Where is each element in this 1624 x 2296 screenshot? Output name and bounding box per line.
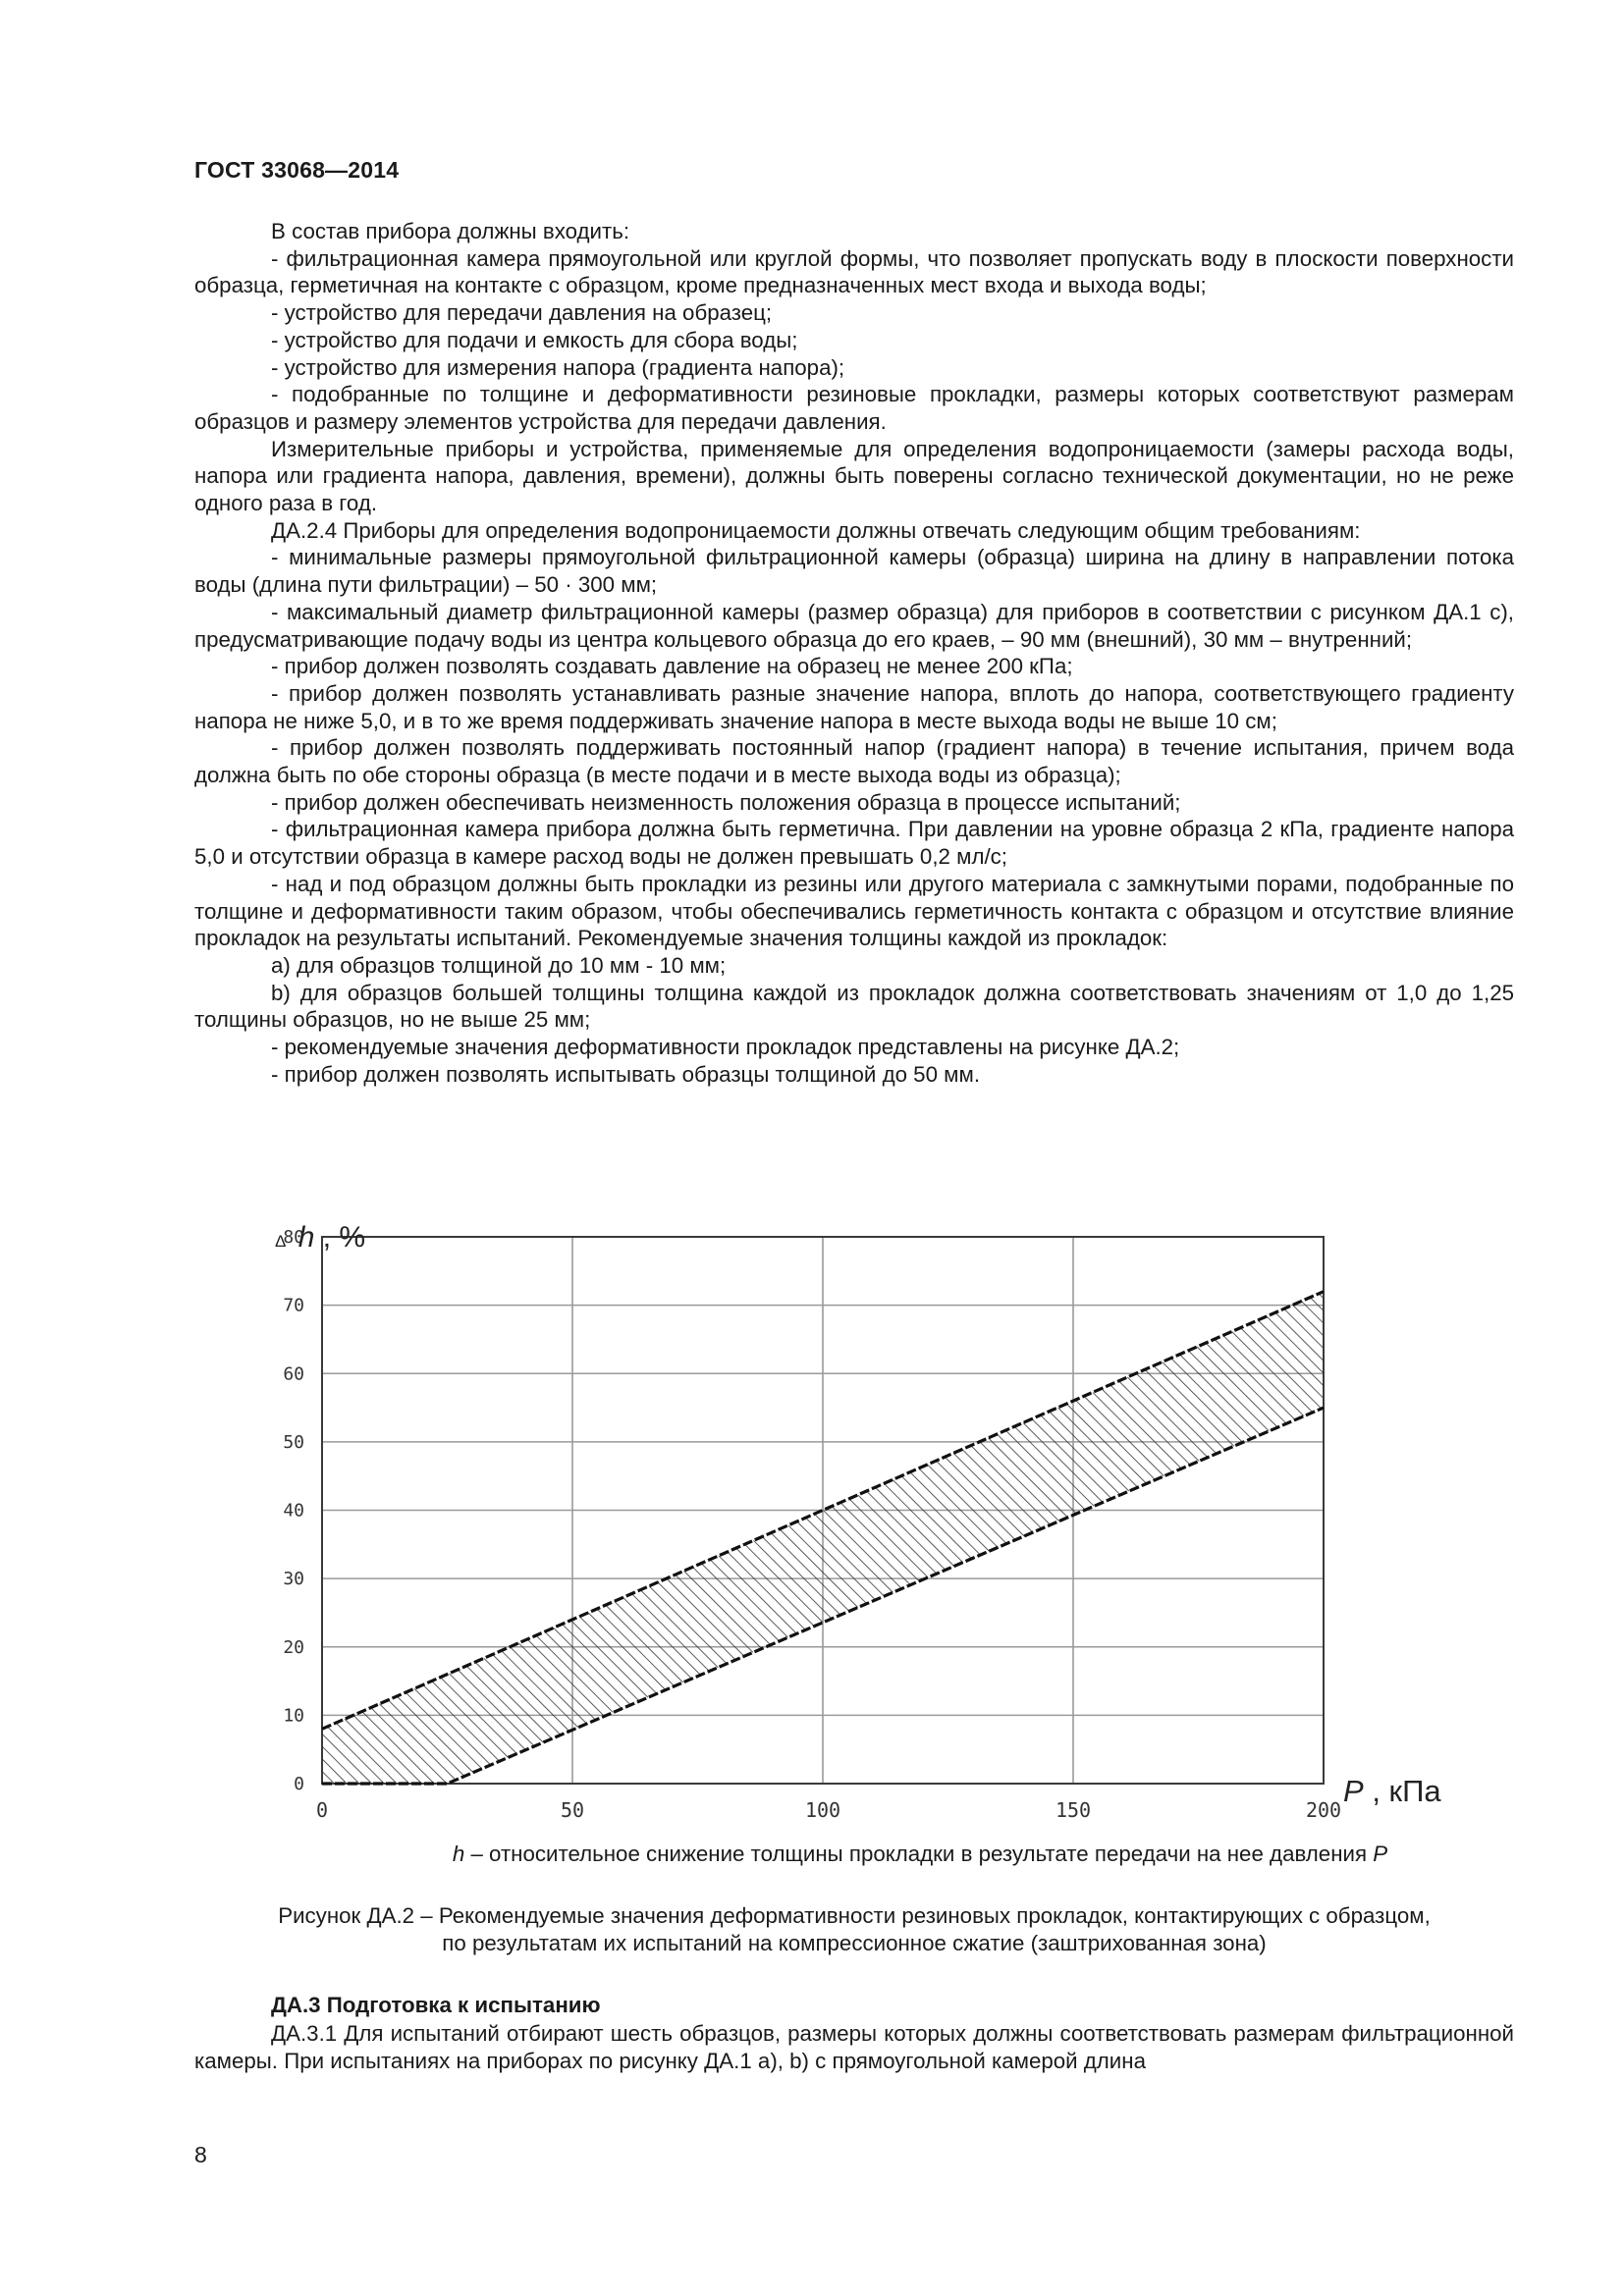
document-header: ГОСТ 33068—2014	[194, 157, 400, 183]
chart-svg	[267, 1217, 1465, 1845]
paragraph: - фильтрационная камера прибора должна быть герметична. При давлении на уровне образца 2 кПа, градиенте напора 5,0 и отсутствии образца в камере расход воды не должен превышать 0,2 мл/с;	[194, 817, 1514, 870]
paragraph: ДА.2.4 Приборы для определения водопроницаемости должны отвечать следующим общим требованиям:	[271, 517, 1361, 543]
y-tick-label: 70	[283, 1295, 304, 1316]
x-tick-label: 50	[560, 1798, 585, 1822]
x-tick-label: 0	[315, 1798, 329, 1822]
caption-line: по результатам их испытаний на компрессионное сжатие (заштрихованная зона)	[442, 1931, 1267, 1955]
x-axis-label-symbol: P	[1343, 1774, 1364, 1808]
paragraph: - устройство для передачи давления на образец;	[271, 300, 773, 326]
paragraph: - прибор должен позволять поддерживать постоянный напор (градиент напора) в течение испытания, причем вода должна быть по обе стороны образца (в месте подачи и в месте выхода воды из образца);	[194, 735, 1514, 788]
paragraph: В состав прибора должны входить:	[271, 219, 630, 243]
paragraph: - прибор должен обеспечивать неизменность положения образца в процессе испытаний;	[271, 789, 1181, 815]
y-axis-label	[275, 1221, 365, 1254]
paragraph: - устройство для измерения напора (градиента напора);	[271, 354, 845, 380]
paragraph: - прибор должен позволять устанавливать разные значение напора, вплоть до напора, соответствующего градиенту напора не ниже 5,0, и в то же время поддерживать значение напора в месте выхода воды не выше 10 см;	[194, 680, 1514, 733]
y-tick-label: 40	[283, 1500, 304, 1522]
figure-caption	[194, 1902, 1514, 1957]
paragraph: b) для образцов большей толщины толщина каждой из прокладок должна соответствовать значениям от 1,0 до 1,25 толщины образцов, но не выше 25 мм;	[194, 980, 1514, 1033]
body-text	[194, 218, 1514, 1089]
y-tick-label: 50	[283, 1431, 304, 1453]
paragraph: ДА.3.1 Для испытаний отбирают шесть образцов, размеры которых должны соответствовать размерам фильтрационной камеры. При испытаниях на приборах по рисунку ДА.1 а), b) с прямоугольной камерой длина	[194, 2021, 1514, 2073]
y-tick-label: 30	[283, 1569, 304, 1590]
paragraph: - прибор должен позволять испытывать образцы толщиной до 50 мм.	[271, 1061, 981, 1087]
x-tick-label: 200	[1305, 1798, 1342, 1822]
section-heading: ДА.3 Подготовка к испытанию	[271, 1993, 601, 2017]
y-tick-label: 0	[294, 1774, 304, 1794]
y-axis-label-unit: , %	[322, 1221, 366, 1254]
paragraph: Измерительные приборы и устройства, применяемые для определения водопроницаемости (замеры расхода воды, напора или градиента напора, давления, времени), должны быть поверены согласно технической документации, но не реже одного раза в год.	[194, 436, 1514, 516]
figure-note	[194, 1842, 1514, 1867]
page-number: 8	[194, 2142, 207, 2167]
section-text	[194, 2020, 1514, 2074]
figure-note-symbol: h	[452, 1842, 465, 1866]
paragraph: - прибор должен позволять создавать давление на образец не менее 200 кПа;	[271, 654, 1073, 679]
paragraph: - максимальный диаметр фильтрационной камеры (размер образца) для приборов в соответствии с рисунком ДА.1 с), предусматривающие подачу воды из центра кольцевого образца до его краев, – 90 мм (внешний), 30 мм – внутренний;	[194, 599, 1514, 652]
paragraph: - над и под образцом должны быть прокладки из резины или другого материала с замкнутыми порами, подобранные по толщине и деформативности таким образом, чтобы обеспечивались герметичность контакта с образцом и отсутствие влияние прокладок на результаты испытаний. Рекомендуемые значения толщины каждой из прокладок:	[194, 871, 1514, 951]
x-tick-label: 150	[1055, 1798, 1092, 1822]
y-axis-label-symbol: h	[298, 1221, 315, 1254]
deformation-chart	[267, 1217, 1465, 1845]
paragraph: a) для образцов толщиной до 10 мм - 10 мм;	[271, 952, 727, 978]
paragraph: - устройство для подачи и емкость для сбора воды;	[271, 327, 798, 352]
caption-line: Рисунок ДА.2 – Рекомендуемые значения деформативности резиновых прокладок, контактирующих с образцом,	[278, 1903, 1431, 1928]
paragraph: - подобранные по толщине и деформативности резиновые прокладки, размеры которых соответствуют размерам образцов и размеру элементов устройства для передачи давления.	[194, 382, 1514, 434]
paragraph: - минимальные размеры прямоугольной фильтрационной камеры (образца) ширина на длину в направлении потока воды (длина пути фильтрации) – 50 · 300 мм;	[194, 545, 1514, 598]
y-axis-label-prefix: Δ	[275, 1232, 287, 1251]
figure-note-end-symbol: P	[1373, 1842, 1388, 1866]
paragraph: - фильтрационная камера прямоугольной или круглой формы, что позволяет пропускать воду в плоскости поверхности образца, герметичная на контакте с образцом, кроме предназначенных мест входа и выхода воды;	[194, 245, 1514, 298]
paragraph: - рекомендуемые значения деформативности прокладок представлены на рисунке ДА.2;	[271, 1035, 1180, 1060]
x-axis-label-unit: , кПа	[1372, 1774, 1441, 1808]
y-tick-label: 20	[283, 1636, 304, 1658]
figure-note-text: – относительное снижение толщины прокладки в результате передачи на нее давления	[464, 1842, 1374, 1866]
y-tick-label: 10	[283, 1705, 304, 1727]
y-tick-label: 60	[283, 1363, 304, 1385]
x-axis-label	[1343, 1774, 1441, 1808]
y-tick-label: 80	[283, 1227, 304, 1248]
x-tick-label: 100	[804, 1798, 841, 1822]
